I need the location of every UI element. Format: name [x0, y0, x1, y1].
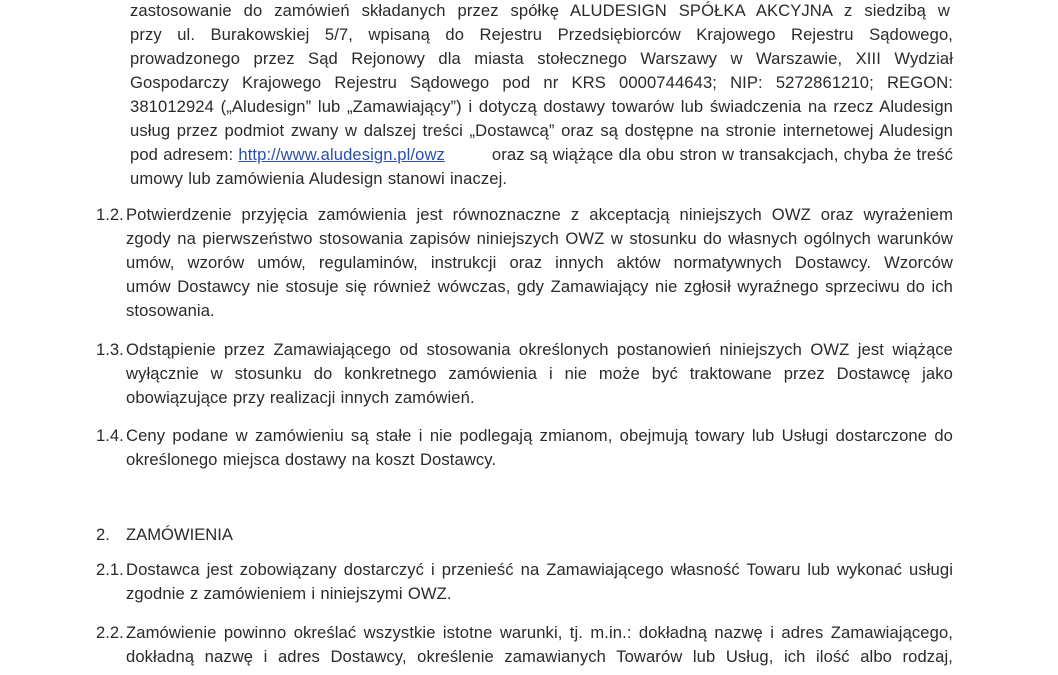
text-line: określonego miejsca dostawy na koszt Dostawcy.	[126, 450, 497, 469]
text-line: Gospodarczy Krajowego Rejestru Sądowego pod nr KRS 0000744643; NIP: 5272861210; REGON:	[130, 73, 953, 92]
text-line: zgody na pierwszeństwo stosowania zapisów niniejszych OWZ w stosunku do własnych ogólnych warunków	[126, 229, 953, 248]
text-line: Ceny podane w zamówieniu są stałe i nie podlegają zmianom, obejmują towary lub Usługi dostarczone do	[126, 426, 953, 445]
item-number: 2.2.	[96, 623, 124, 642]
text-line: wyłącznie w stosunku do konkretnego zamówienia i nie może być traktowane przez Dostawcę jako	[126, 364, 953, 383]
text-fragment: pod adresem:	[130, 145, 234, 164]
text-line: Zamówienie powinno określać wszystkie istotne warunki, tj. m.in.: dokładną nazwę i adres Zamawiającego,	[126, 623, 953, 642]
text-line: przy ul. Burakowskiej 5/7, wpisaną do Rejestru Przedsiębiorców Krajowego Rejestru Sądowego,	[130, 25, 953, 44]
item-number: 1.2.	[96, 205, 124, 224]
text-line: umów Dostawcy nie stosuje się również wówczas, gdy Zamawiający nie zgłosił wyraźnego sprzeciwu do ich	[126, 277, 953, 296]
section-title: ZAMÓWIENIA	[126, 525, 233, 544]
text-line: Odstąpienie przez Zamawiającego od stosowania określonych postanowień niniejszych OWZ jest wiążące	[126, 340, 953, 359]
text-line: usług przez podmiot zwany w dalszej treści „Dostawcą” oraz są dostępne na stronie internetowej Aludesign	[130, 121, 953, 140]
section-number: 2.	[96, 525, 110, 544]
text-line: umowy lub zamówienia Aludesign stanowi inaczej.	[130, 169, 508, 188]
text-line: Dostawca jest zobowiązany dostarczyć i przenieść na Zamawiającego własność Towaru lub wykonać usługi	[126, 560, 953, 579]
item-number: 1.4.	[96, 426, 124, 445]
text-line: prowadzonego przez Sąd Rejonowy dla miasta stołecznego Warszawy w Warszawie, XIII Wydział	[130, 49, 953, 68]
text-line: Potwierdzenie przyjęcia zamówienia jest równoznaczne z akceptacją niniejszych OWZ oraz wyrażeniem	[126, 205, 953, 224]
item-number: 2.1.	[96, 560, 124, 579]
text-line: stosowania.	[126, 301, 215, 320]
owz-link[interactable]: http://www.aludesign.pl/owz	[238, 145, 445, 164]
text-line: dokładną nazwę i adres Dostawcy, określenie zamawianych Towarów lub Usług, ich ilość albo rodzaj,	[126, 647, 953, 666]
text-line: obowiązujące przy realizacji innych zamówień.	[126, 388, 475, 407]
text-line: 381012924 („Aludesign” lub „Zamawiający”) i dotyczą dostawy towarów lub świadczenia na rzecz Aludesign	[130, 97, 953, 116]
text-line: zastosowanie do zamówień składanych przez spółkę ALUDESIGN SPÓŁKA AKCYJNA z siedzibą w	[130, 1, 950, 20]
text-line-with-link	[130, 144, 953, 166]
text-line: zgodnie z zamówieniem i niniejszymi OWZ.	[126, 584, 452, 603]
text-line: umów, wzorów umów, regulaminów, instrukcji oraz innych aktów normatywnych Dostawcy. Wzorców	[126, 253, 953, 272]
item-number: 1.3.	[96, 340, 124, 359]
text-fragment: oraz są wiążące dla obu stron w transakcjach, chyba że treść	[491, 145, 953, 164]
